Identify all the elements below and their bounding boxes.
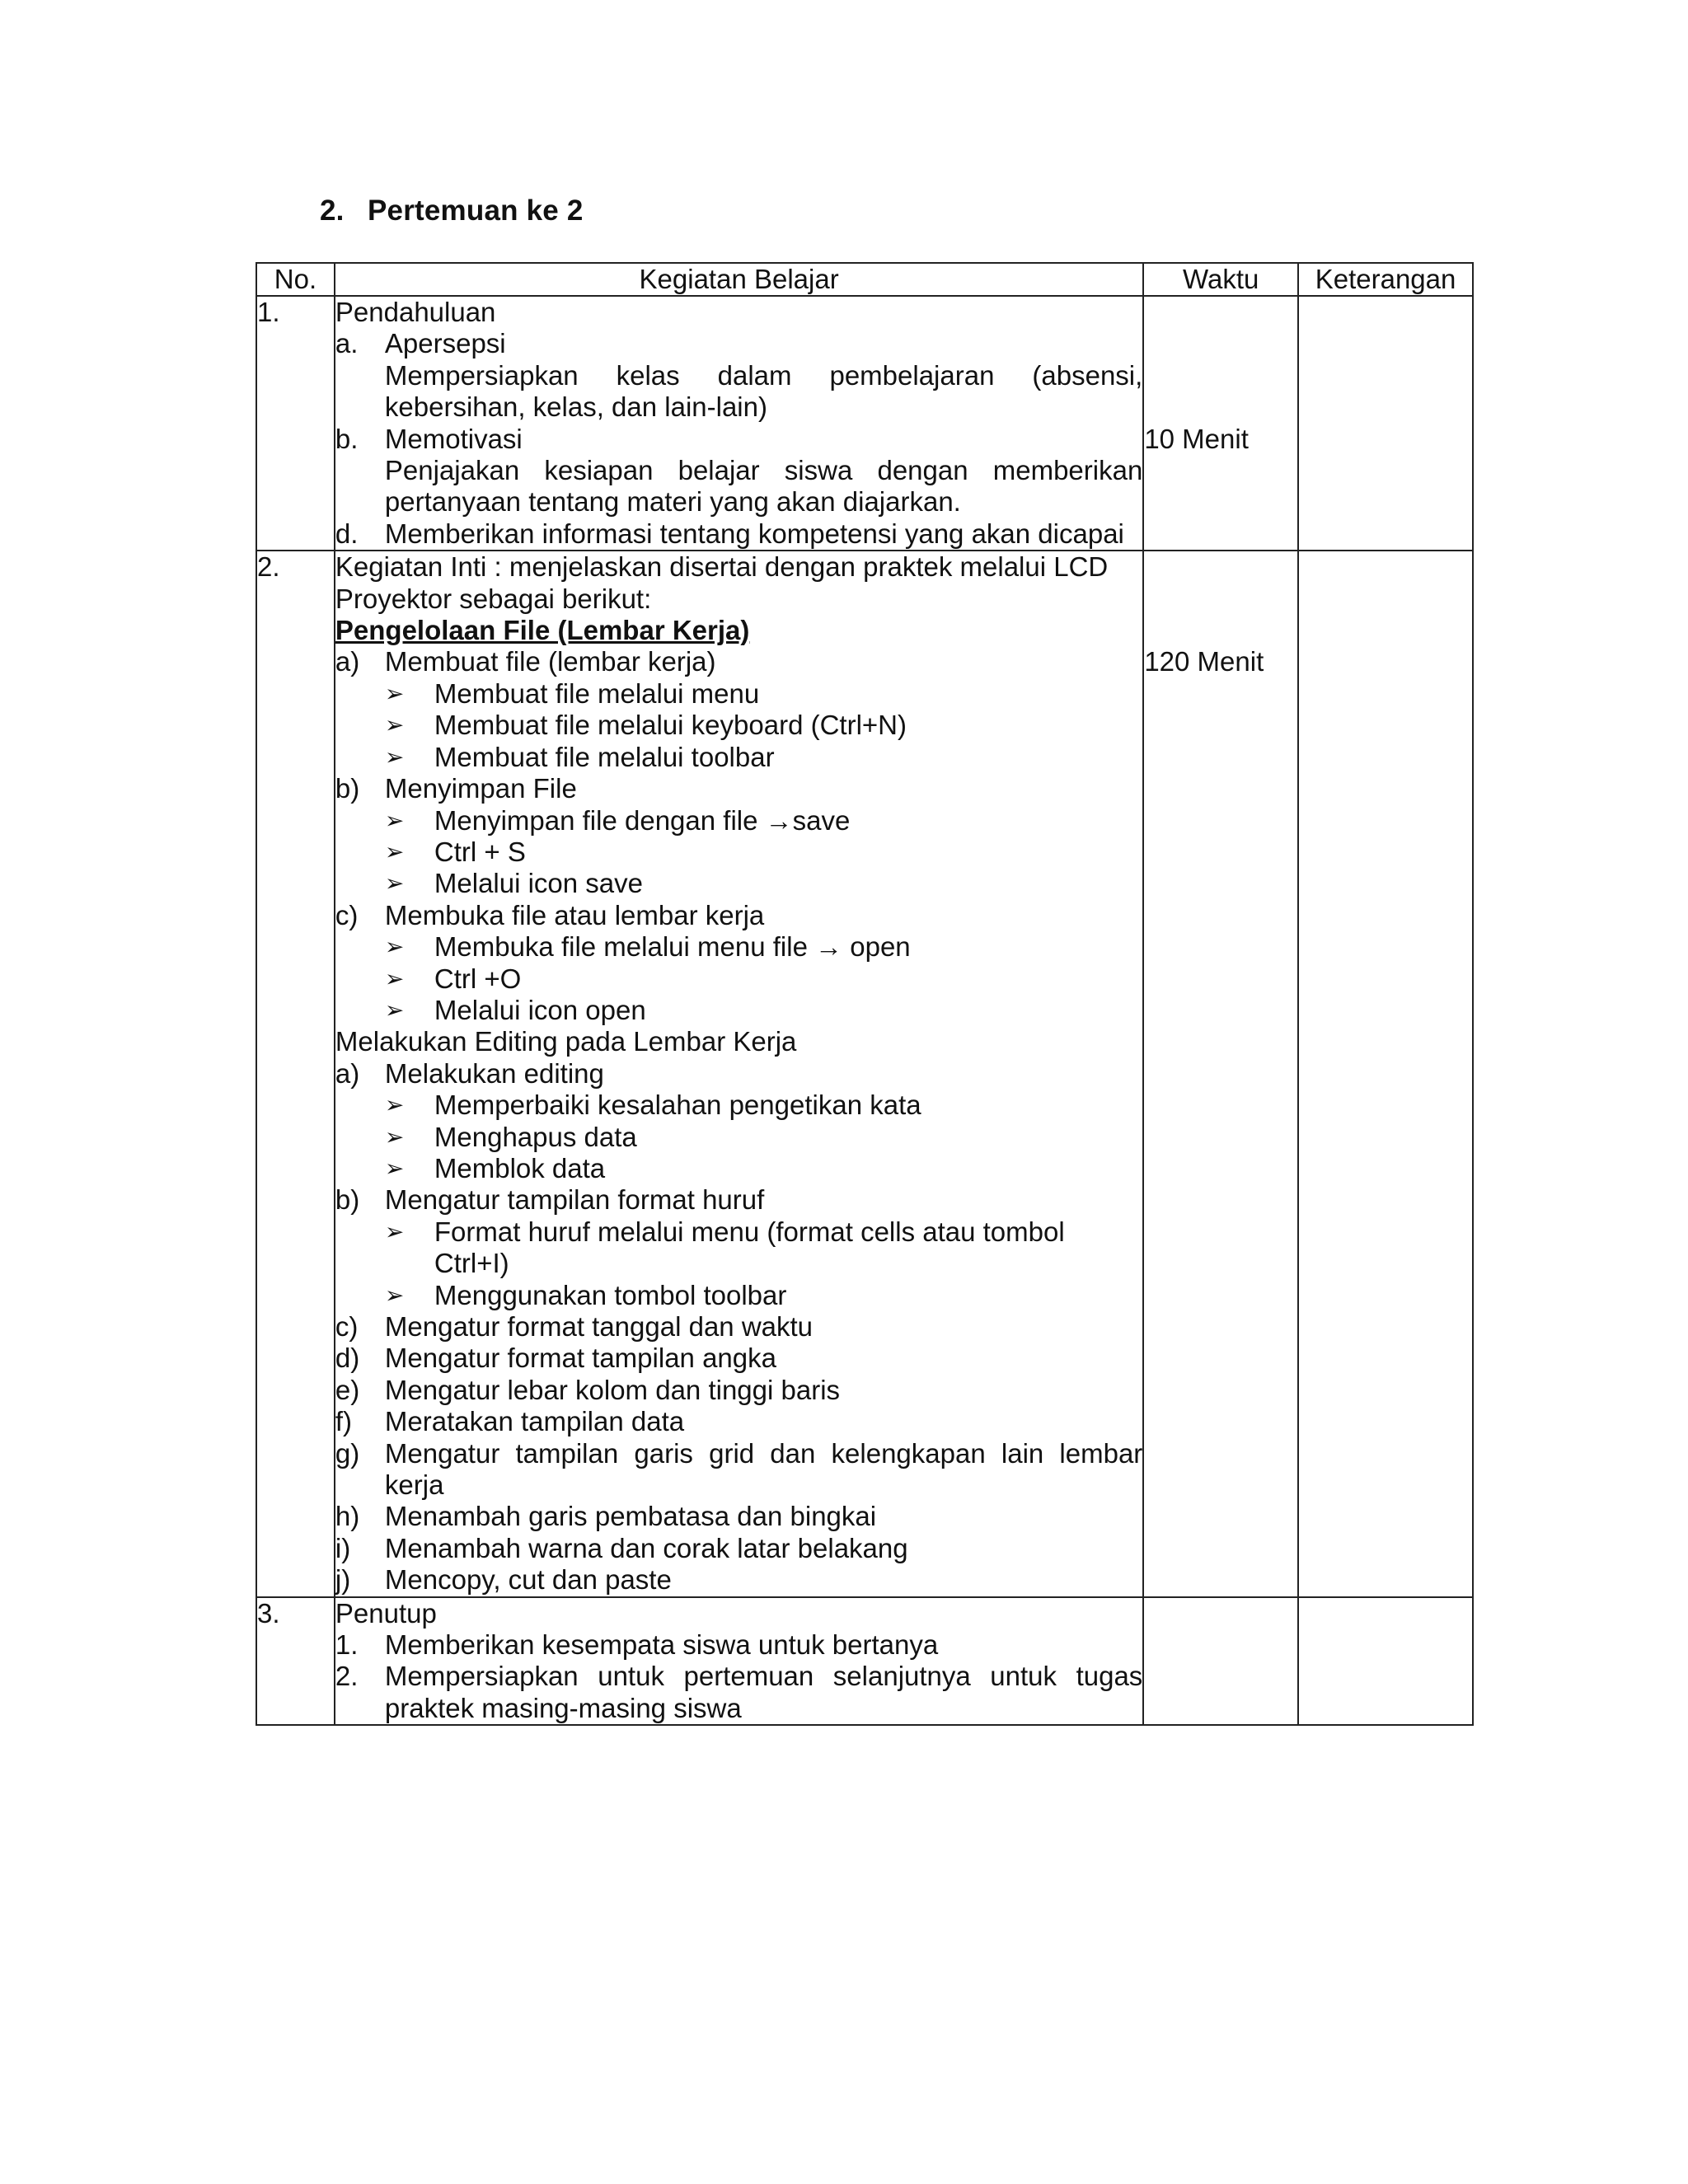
bullet-arrow-icon: ➢ [384,1155,405,1181]
subheading-text: Pengelolaan File (Lembar Kerja) [335,615,750,646]
activity-description: Mempersiapkan kelas dalam pembelajaran (absensi, kebersihan, kelas, dan lain-lain) [384,359,1143,423]
activity-item [335,1343,1142,1374]
item-text: Menambah warna dan corak latar belakang [384,1532,908,1563]
activity-description: Penjajakan kesiapan belajar siswa dengan memberikan pertanyaan tentang materi yang akan diajarkan. [384,455,1143,518]
activity-text: Melakukan Editing pada Lembar Kerja [335,1026,797,1057]
bullet-arrow-icon: ➢ [384,996,405,1023]
item-marker: 2. [335,1661,359,1692]
activity-item [335,1406,1142,1437]
activity-subitem [335,678,1142,710]
section-number: 2. [320,194,345,227]
row-number: 2. [256,551,335,1596]
item-text: Membuat file (lembar kerja) [384,646,716,677]
activity-item [335,1629,1142,1661]
bullet-arrow-icon: ➢ [384,838,405,865]
activity-item [335,1661,1142,1724]
item-text: Menyimpan File [384,773,577,804]
activity-subitem [335,837,1142,868]
item-marker: a. [335,328,359,359]
item-marker: d. [335,518,359,549]
item-text: Mempersiapkan untuk pertemuan selanjutnya untuk tugas praktek masing-masing siswa [384,1661,1143,1723]
activity-subitem [335,963,1142,995]
activity-subitem [335,868,1142,899]
section-heading [320,194,584,227]
activity-item [335,518,1142,550]
activity-item [335,773,1142,804]
activity-subheading [335,615,1142,646]
row-waktu-cell [1143,296,1298,551]
item-text: Memberikan kesempata siswa untuk bertanya [384,1629,939,1661]
subitem-text: Membuka file melalui menu file → open [434,931,911,963]
item-text: Memberikan informasi tentang kompetensi yang akan dicapai [384,518,1124,549]
subitem-text: Melalui icon save [434,868,644,899]
item-text: Mengatur format tampilan angka [384,1343,776,1374]
item-text: Apersepsi [384,328,506,359]
item-text: Mengatur format tanggal dan waktu [384,1311,814,1342]
activity-item [335,900,1142,931]
waktu-value: 10 Menit [1144,423,1249,454]
subitem-text: Memperbaiki kesalahan pengetikan kata [434,1090,921,1121]
header-no: No. [256,263,335,296]
subitem-text: Format huruf melalui menu (format cells atau tombol Ctrl+I) [434,1216,1065,1279]
activity-subitem [335,1122,1142,1153]
waktu-value: 120 Menit [1144,646,1264,677]
item-marker: a) [335,1057,360,1089]
item-marker: f) [335,1406,353,1437]
activity-item [335,1564,1142,1596]
bullet-arrow-icon: ➢ [384,680,405,706]
activity-subitem [335,1280,1142,1311]
activity-item [335,1533,1142,1564]
row-waktu-cell [1143,1597,1298,1726]
subitem-text: Ctrl + S [434,836,526,867]
row-keterangan-cell [1298,296,1473,551]
activity-subitem [335,1153,1142,1184]
item-text: Meratakan tampilan data [384,1406,685,1437]
header-waktu: Waktu [1143,263,1298,296]
item-marker: c) [335,1311,359,1342]
item-text: Melakukan editing [384,1057,604,1089]
activity-item [335,1311,1142,1343]
bullet-arrow-icon: ➢ [384,712,405,738]
activity-item [335,328,1142,359]
bullet-arrow-icon: ➢ [384,743,405,770]
table-row [256,1597,1473,1726]
row-kegiatan-cell [335,296,1143,551]
activity-item [335,646,1142,677]
item-text: Mencopy, cut dan paste [384,1564,672,1596]
subitem-text: Membuat file melalui menu [434,677,760,709]
subitem-text: Memblok data [434,1152,606,1183]
item-marker: c) [335,899,359,930]
bullet-arrow-icon: ➢ [384,1123,405,1150]
activity-item [335,1501,1142,1532]
item-marker: g) [335,1437,360,1469]
activity-subitem [335,1090,1142,1121]
activity-item [335,1058,1142,1090]
item-marker: h) [335,1501,360,1532]
subitem-text: Melalui icon open [434,994,646,1025]
activity-item [335,1375,1142,1406]
row-keterangan-cell [1298,551,1473,1596]
activity-subitem [335,1216,1142,1280]
item-text: Membuka file atau lembar kerja [384,899,765,930]
activity-subitem [335,995,1142,1026]
item-marker: 1. [335,1629,359,1661]
lesson-plan-table [256,262,1474,1726]
item-marker: d) [335,1343,360,1374]
item-text: Mengatur tampilan format huruf [384,1184,765,1216]
activity-text: Kegiatan Inti : menjelaskan disertai dengan praktek melalui LCD Proyektor sebagai berikut: [335,551,1109,614]
subitem-text: Membuat file melalui toolbar [434,741,775,772]
activity-subitem [335,931,1142,963]
item-marker: a) [335,646,360,677]
item-text: Memotivasi [384,423,523,454]
item-text: Mengatur lebar kolom dan tinggi baris [384,1374,841,1405]
activity-item [335,1438,1142,1502]
header-kegiatan: Kegiatan Belajar [335,263,1143,296]
activity-subitem [335,742,1142,773]
subitem-text: Ctrl +O [434,963,522,994]
item-marker: b) [335,773,360,804]
item-marker: j) [335,1564,351,1596]
bullet-arrow-icon: ➢ [384,870,405,897]
row-number: 3. [256,1597,335,1726]
table-header-row [256,263,1473,296]
activity-item [335,1184,1142,1216]
item-marker: i) [335,1532,351,1563]
activity-text: Penutup [335,1597,437,1629]
table-row [256,296,1473,551]
row-kegiatan-cell [335,1597,1143,1726]
bullet-arrow-icon: ➢ [384,965,405,991]
subitem-text: Menggunakan tombol toolbar [434,1279,787,1310]
row-keterangan-cell [1298,1597,1473,1726]
header-keterangan: Keterangan [1298,263,1473,296]
activity-text: Pendahuluan [335,297,496,327]
activity-subitem [335,805,1142,837]
item-marker: b. [335,423,359,454]
subitem-text: Membuat file melalui keyboard (Ctrl+N) [434,710,907,741]
activity-item [335,424,1142,455]
table-row [256,551,1473,1596]
item-text: Menambah garis pembatasa dan bingkai [384,1501,877,1532]
item-marker: e) [335,1374,360,1405]
item-text: Mengatur tampilan garis grid dan kelengkapan lain lembar kerja [384,1437,1143,1501]
bullet-arrow-icon: ➢ [384,1092,405,1118]
section-title: Pertemuan ke 2 [368,194,584,227]
row-number: 1. [256,296,335,551]
bullet-arrow-icon: ➢ [384,1282,405,1308]
bullet-arrow-icon: ➢ [384,1218,405,1244]
subitem-text: Menghapus data [434,1121,637,1152]
row-kegiatan-cell [335,551,1143,1596]
subitem-text: Menyimpan file dengan file →save [434,804,851,836]
item-marker: b) [335,1184,360,1216]
activity-subitem [335,710,1142,741]
row-waktu-cell [1143,551,1298,1596]
bullet-arrow-icon: ➢ [384,934,405,960]
bullet-arrow-icon: ➢ [384,807,405,833]
